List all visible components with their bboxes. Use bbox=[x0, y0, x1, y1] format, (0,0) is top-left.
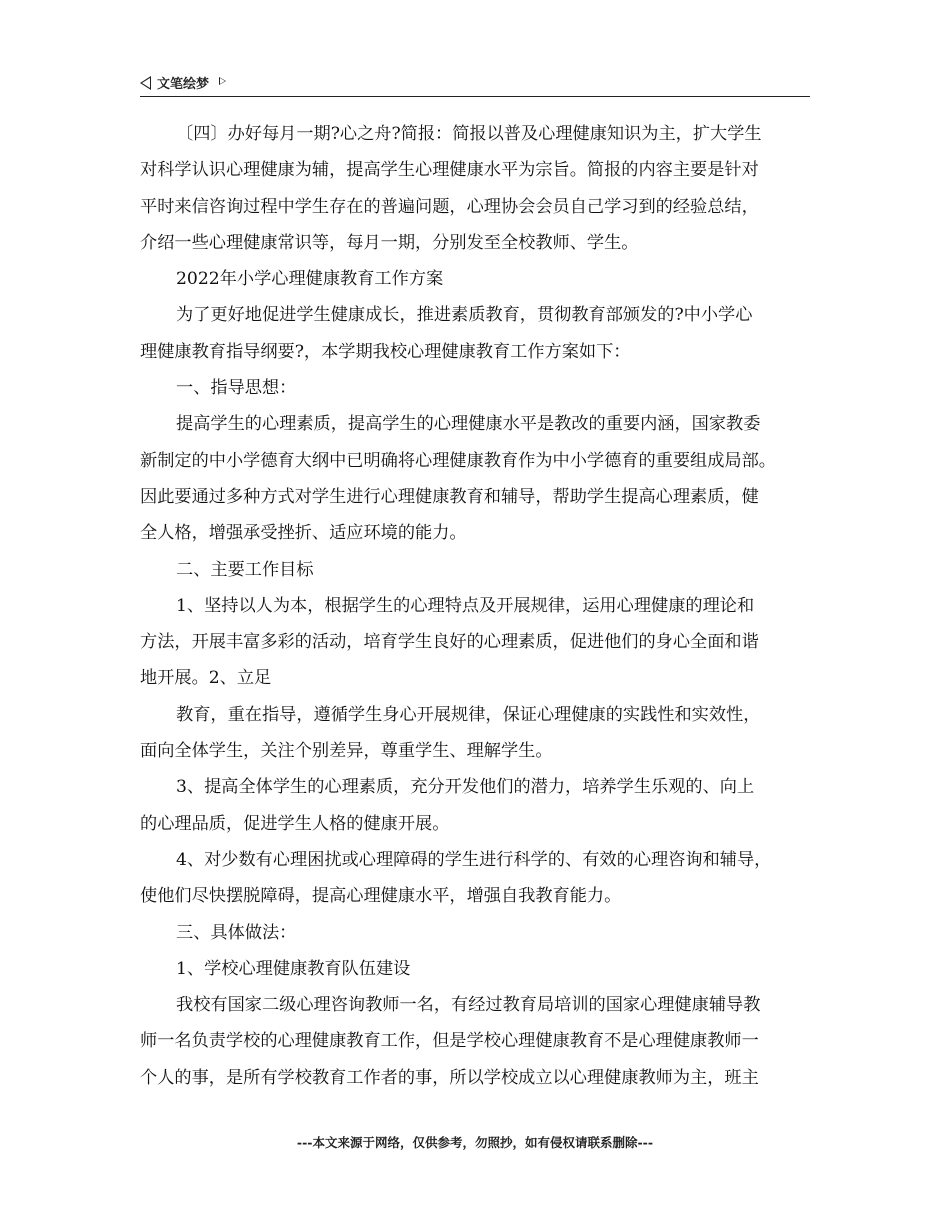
triangle-left-outline-icon bbox=[140, 76, 151, 90]
document-body bbox=[140, 116, 812, 1096]
header-brand bbox=[140, 73, 226, 92]
text-line: 师一名负责学校的心理健康教育工作，但是学校心理健康教育不是心理健康教师一 bbox=[140, 1031, 759, 1052]
page-header bbox=[140, 70, 810, 97]
text-line: 因此要通过多种方式对学生进行心理健康教育和辅导，帮助学生提高心理素质，健 bbox=[140, 486, 759, 507]
text-line: 地开展。2、立足 bbox=[140, 668, 272, 689]
text-line: 三、具体做法： bbox=[176, 922, 297, 943]
text-line: 对科学认识心理健康为辅，提高学生心理健康水平为宗旨。简报的内容主要是针对 bbox=[140, 160, 759, 181]
text-line: 使他们尽快摆脱障碍，提高心理健康水平，增强自我教育能力。 bbox=[140, 886, 622, 907]
text-line: 介绍一些心理健康常识等，每月一期，分别发至全校教师、学生。 bbox=[140, 232, 639, 253]
text-line: 提高学生的心理素质，提高学生的心理健康水平是教改的重要内涵，国家教委 bbox=[176, 414, 761, 435]
text-line: 1、学校心理健康教育队伍建设 bbox=[176, 958, 411, 979]
page-footer: ---本文来源于网络，仅供参考，勿照抄，如有侵权请联系删除--- bbox=[296, 1135, 654, 1150]
text-line: 我校有国家二级心理咨询教师一名，有经过教育局培训的国家心理健康辅导教 bbox=[176, 995, 761, 1016]
text-line: 〔四〕办好每月一期?心之舟?简报：简报以普及心理健康知识为主，扩大学生 bbox=[176, 124, 762, 144]
text-line: 教育，重在指导，遵循学生身心开展规律，保证心理健康的实践性和实效性， bbox=[176, 704, 761, 725]
text-line: 1、坚持以人为本，根据学生的心理特点及开展规律，运用心理健康的理论和 bbox=[176, 595, 755, 616]
text-line: 面向全体学生，关注个别差异，尊重学生、理解学生。 bbox=[140, 741, 553, 762]
brand-text: 文笔绘梦 bbox=[157, 77, 210, 92]
text-line: 二、主要工作目标 bbox=[176, 559, 314, 580]
text-line: 的心理品质，促进学生人格的健康开展。 bbox=[140, 813, 450, 834]
text-line: 4、对少数有心理困扰或心理障碍的学生进行科学的、有效的心理咨询和辅导， bbox=[176, 849, 772, 870]
text-line: 一、指导思想： bbox=[176, 378, 297, 399]
text-line: 新制定的中小学德育大纲中已明确将心理健康教育作为中小学德育的重要组成局部。 bbox=[140, 450, 776, 471]
text-line: 个人的事，是所有学校教育工作者的事，所以学校成立以心理健康教师为主，班主 bbox=[140, 1067, 759, 1088]
text-line: 理健康教育指导纲要?，本学期我校心理健康教育工作方案如下： bbox=[140, 341, 631, 362]
text-line: 3、提高全体学生的心理素质，充分开发他们的潜力，培养学生乐观的、向上 bbox=[176, 777, 755, 798]
triangle-right-outline-icon bbox=[219, 77, 226, 85]
text-line: 全人格，增强承受挫折、适应环境的能力。 bbox=[140, 523, 467, 544]
text-line: 方法，开展丰富多彩的活动，培育学生良好的心理素质，促进他们的身心全面和谐 bbox=[140, 632, 759, 653]
text-line: 2022年小学心理健康教育工作方案 bbox=[176, 269, 444, 290]
text-line: 为了更好地促进学生健康成长，推进素质教育，贯彻教育部颁发的?中小学心 bbox=[176, 305, 753, 326]
text-line: 平时来信咨询过程中学生存在的普遍问题，心理协会会员自己学习到的经验总结， bbox=[140, 196, 759, 217]
